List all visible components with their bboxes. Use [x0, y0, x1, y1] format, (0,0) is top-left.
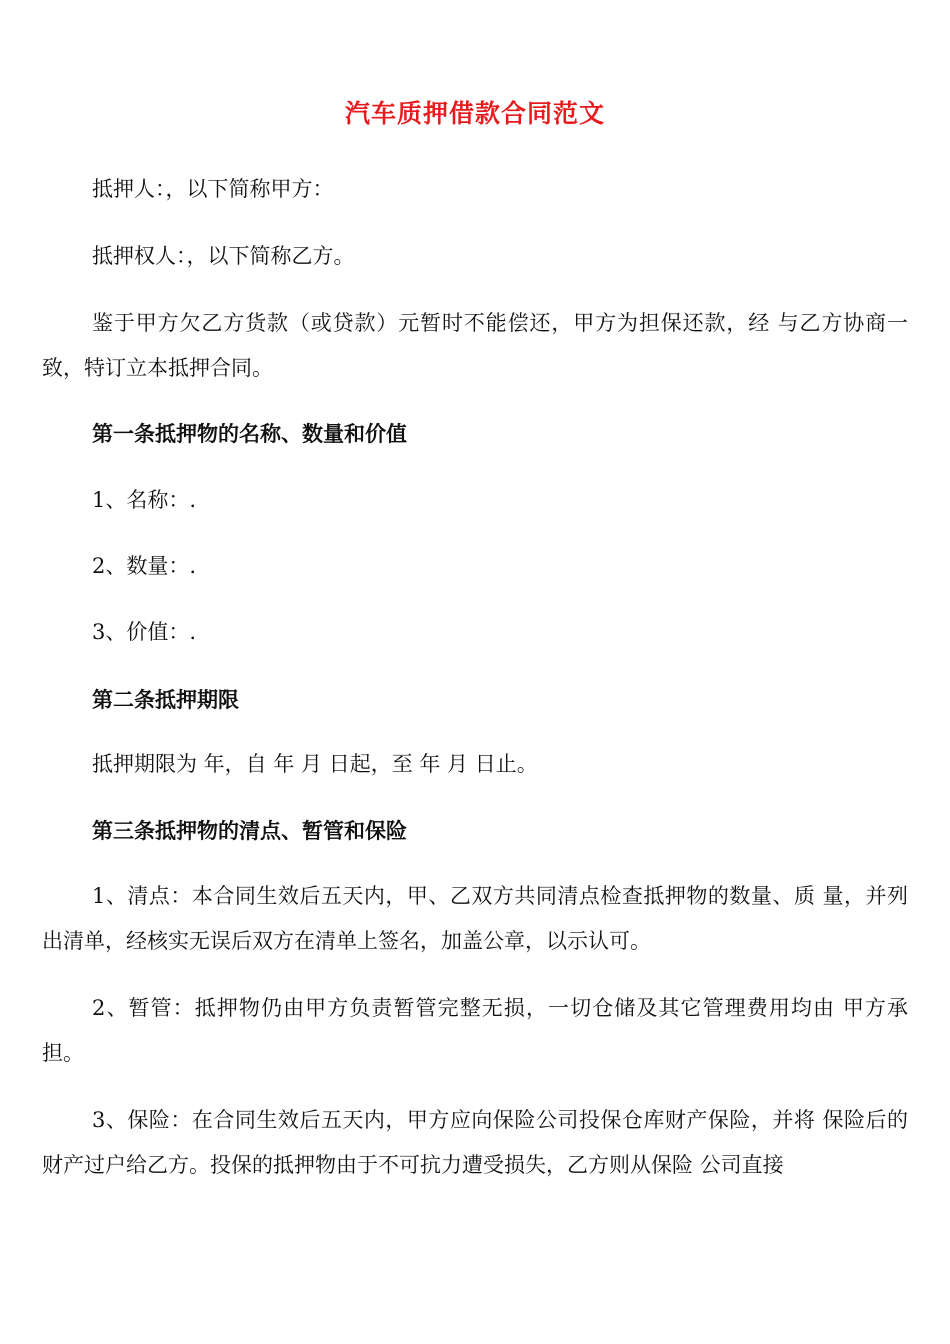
section-heading-article-3: 第三条抵押物的清点、暂管和保险 — [92, 818, 407, 843]
paragraph-inventory: 1、清点：本合同生效后五天内，甲、乙双方共同清点检查抵押物的数量、质 量，并列出清单，经核实无误后双方在清单上签名，加盖公章，以示认可。 — [42, 884, 908, 953]
section-heading-article-1: 第一条抵押物的名称、数量和价值 — [92, 421, 407, 446]
list-item-name: 1、名称：. — [92, 488, 197, 512]
list-item-quantity: 2、数量：. — [92, 554, 197, 578]
paragraph-insurance: 3、保险：在合同生效后五天内，甲方应向保险公司投保仓库财产保险，并将 保险后的财产过户给乙方。投保的抵押物由于不可抗力遭受损失，乙方则从保险 公司直接 — [42, 1108, 908, 1177]
paragraph-mortgage-term: 抵押期限为 年，自 年 月 日起，至 年 月 日止。 — [92, 752, 538, 776]
paragraph-mortgagee: 抵押权人：，以下简称乙方。 — [92, 244, 355, 268]
paragraph-mortgagor: 抵押人：，以下简称甲方： — [92, 177, 334, 201]
paragraph-custody: 2、暂管：抵押物仍由甲方负责暂管完整无损，一切仓储及其它管理费用均由 甲方承担。 — [42, 996, 908, 1065]
paragraph-preamble: 鉴于甲方欠乙方货款（或贷款）元暂时不能偿还，甲方为担保还款，经 与乙方协商一致，特订立本抵押合同。 — [42, 311, 908, 380]
list-item-value: 3、价值：. — [92, 620, 197, 644]
section-heading-article-2: 第二条抵押期限 — [92, 687, 239, 712]
document-title: 汽车质押借款合同范文 — [344, 99, 605, 128]
